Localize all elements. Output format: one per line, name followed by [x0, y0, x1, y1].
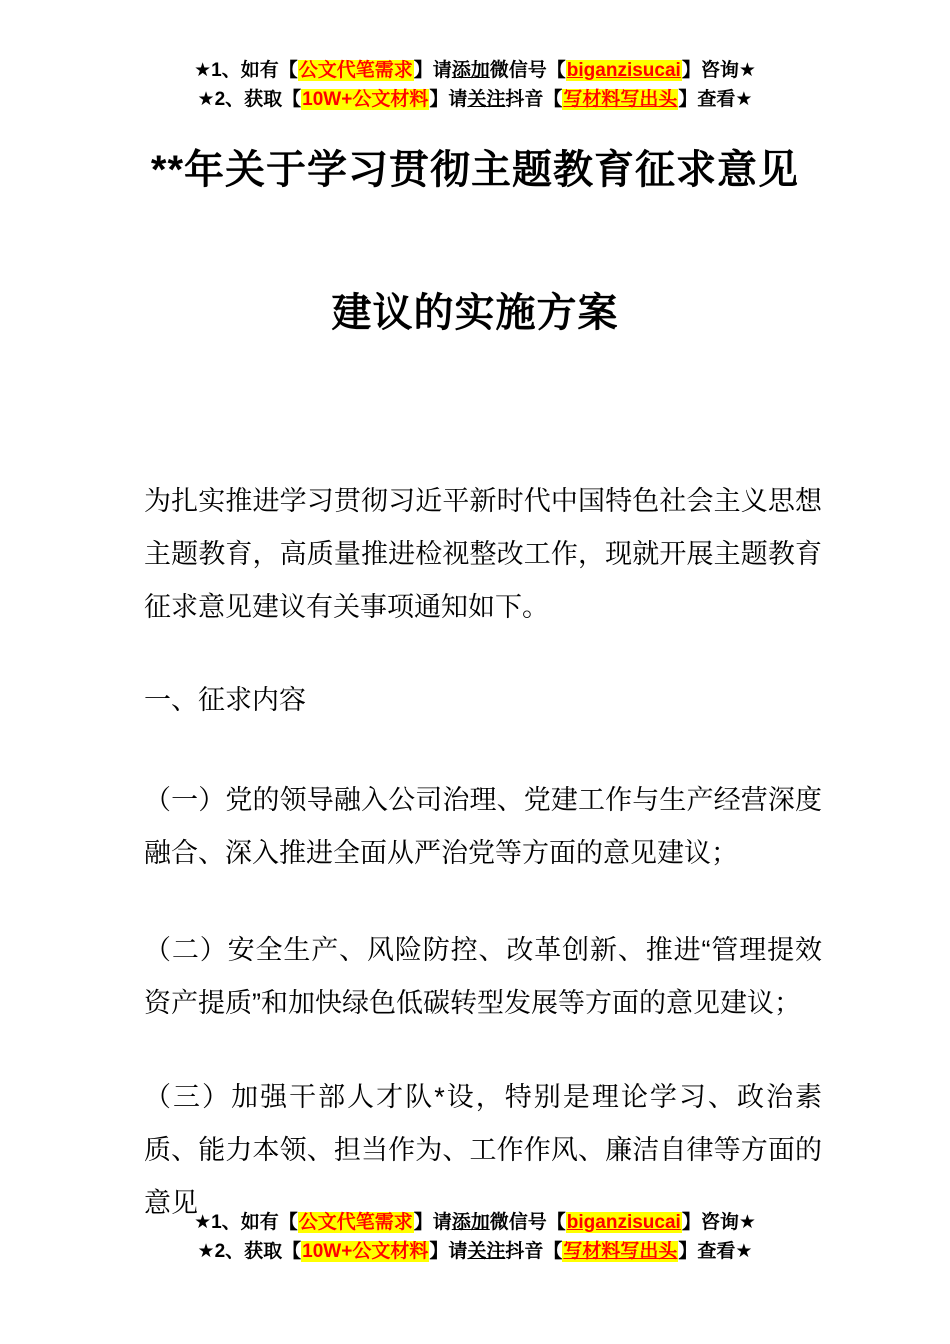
promo-text: 】查看★ — [678, 1241, 753, 1262]
list-item-3: （三）加强干部人才队*设，特别是理论学习、政治素质、能力本领、担当作为、工作作风、廉洁自律等方面的意见 — [144, 1082, 822, 1218]
promo-footer-line-2 — [0, 1237, 950, 1266]
document-title-line-2: 建议的实施方案 — [331, 291, 619, 335]
document-title-line-1: **年关于学习贯彻主题教育征求意见 — [150, 148, 800, 192]
promo-highlight: 10W+公文材料 — [302, 1241, 429, 1262]
promo-text: ★2、获取【 — [197, 89, 302, 110]
promo-highlight: 公文代笔需求 — [298, 1212, 413, 1233]
promo-text: 】请 — [429, 1241, 468, 1262]
promo-underline-text: 关注 — [467, 89, 506, 110]
intro-paragraph: 为扎实推进学习贯彻习近平新时代中国特色社会主义思想主题教育，高质量推进检视整改工作，现就开展主题教育征求意见建议有关事项通知如下。 — [144, 486, 822, 622]
promo-text: 】请 — [429, 89, 468, 110]
promo-text: ★2、获取【 — [197, 1241, 302, 1262]
promo-highlight: 公文代笔需求 — [298, 60, 413, 81]
promo-text: ★1、如有【 — [194, 60, 298, 81]
promo-footer-line-1 — [0, 1208, 950, 1237]
promo-header — [0, 56, 950, 114]
promo-underline-text: 添加 — [451, 1212, 490, 1233]
promo-text: 抖音【 — [505, 1241, 563, 1262]
promo-underline-text: 添加 — [451, 60, 490, 81]
promo-highlight-link: 写材料写出头 — [563, 1241, 678, 1262]
promo-text: 微信号【 — [489, 1212, 566, 1233]
promo-highlight-link: biganzisucai — [566, 1212, 681, 1233]
promo-header-line-1 — [0, 56, 950, 85]
promo-header-line-2 — [0, 85, 950, 114]
promo-text: 】请 — [413, 60, 452, 81]
section-heading: 一、征求内容 — [144, 685, 306, 715]
promo-text: 】请 — [413, 1212, 452, 1233]
promo-highlight: 10W+公文材料 — [302, 89, 429, 110]
promo-highlight-link: biganzisucai — [566, 60, 681, 81]
promo-underline-text: 关注 — [467, 1241, 506, 1262]
promo-highlight-link: 写材料写出头 — [563, 89, 678, 110]
promo-text: 】咨询★ — [681, 1212, 756, 1233]
list-item-2: （二）安全生产、风险防控、改革创新、推进“管理提效资产提质”和加快绿色低碳转型发展等方面的意见建议； — [144, 935, 822, 1018]
promo-text: 抖音【 — [505, 89, 563, 110]
promo-text: 】查看★ — [678, 89, 753, 110]
promo-text: ★1、如有【 — [194, 1212, 298, 1233]
promo-footer — [0, 1208, 950, 1266]
promo-text: 】咨询★ — [681, 60, 756, 81]
list-item-1: （一）党的领导融入公司治理、党建工作与生产经营深度融合、深入推进全面从严治党等方面的意见建议； — [144, 785, 822, 868]
promo-text: 微信号【 — [489, 60, 566, 81]
